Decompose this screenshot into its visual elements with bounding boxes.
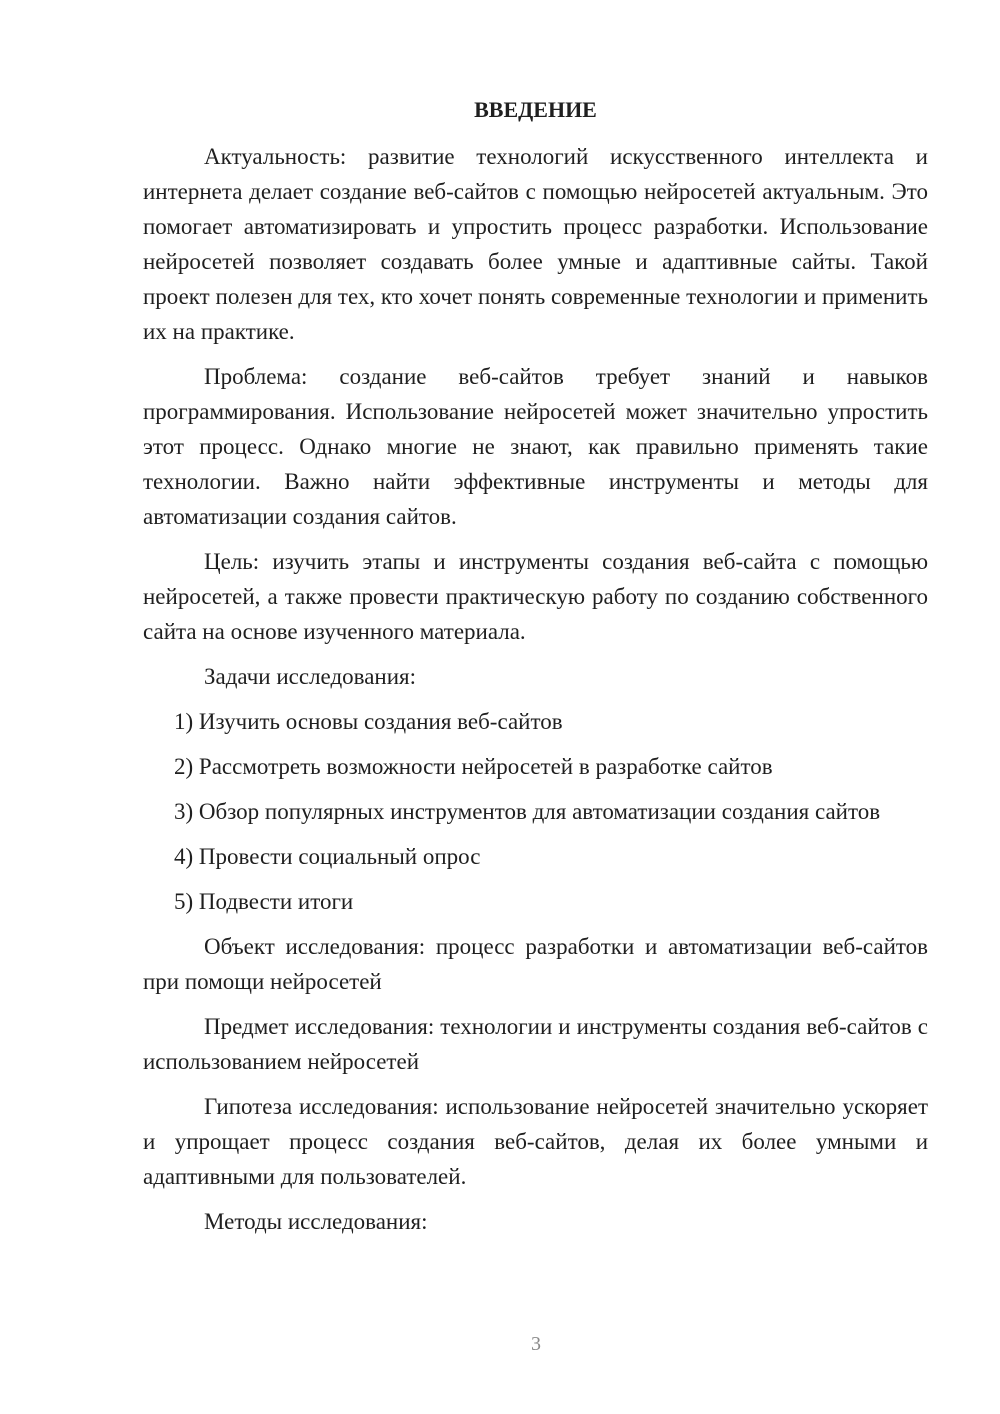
subject-paragraph: Предмет исследования: технологии и инструменты создания веб-сайтов с использованием нейросетей <box>143 1014 928 1074</box>
list-item: 3) Обзор популярных инструментов для автоматизации создания сайтов <box>174 799 881 824</box>
page-number: 3 <box>531 1333 541 1355</box>
tasks-heading: Задачи исследования: <box>204 664 417 689</box>
methods-heading: Методы исследования: <box>204 1209 428 1234</box>
tasks-list <box>143 704 928 919</box>
page-title: ВВЕДЕНИЕ <box>474 97 597 122</box>
list-item: 2) Рассмотреть возможности нейросетей в разработке сайтов <box>174 754 773 779</box>
list-item: 4) Провести социальный опрос <box>174 844 481 869</box>
list-item: 1) Изучить основы создания веб-сайтов <box>174 709 563 734</box>
list-item: 5) Подвести итоги <box>174 889 354 914</box>
goal-paragraph: Цель: изучить этапы и инструменты создания веб-сайта с помощью нейросетей, а также провести практическую работу по созданию собственного сайта на основе изученного материала. <box>143 549 928 644</box>
page-content <box>143 92 928 1249</box>
object-paragraph: Объект исследования: процесс разработки и автоматизации веб-сайтов при помощи нейросетей <box>143 934 928 994</box>
hypothesis-paragraph: Гипотеза исследования: использование нейросетей значительно ускоряет и упрощает процесс создания веб-сайтов, делая их более умными и адаптивными для пользователей. <box>143 1094 928 1189</box>
problem-paragraph: Проблема: создание веб-сайтов требует знаний и навыков программирования. Использование нейросетей может значительно упростить этот процесс. Однако многие не знают, как правильно применять такие технологии. Важно найти эффективные инструменты и методы для автоматизации создания сайтов. <box>143 364 928 529</box>
relevance-paragraph: Актуальность: развитие технологий искусственного интеллекта и интернета делает создание веб-сайтов с помощью нейросетей актуальным. Это помогает автоматизировать и упростить процесс разработки. Использование нейросетей позволяет создавать более умные и адаптивные сайты. Такой проект полезен для тех, кто хочет понять современные технологии и применить их на практике. <box>143 144 928 344</box>
